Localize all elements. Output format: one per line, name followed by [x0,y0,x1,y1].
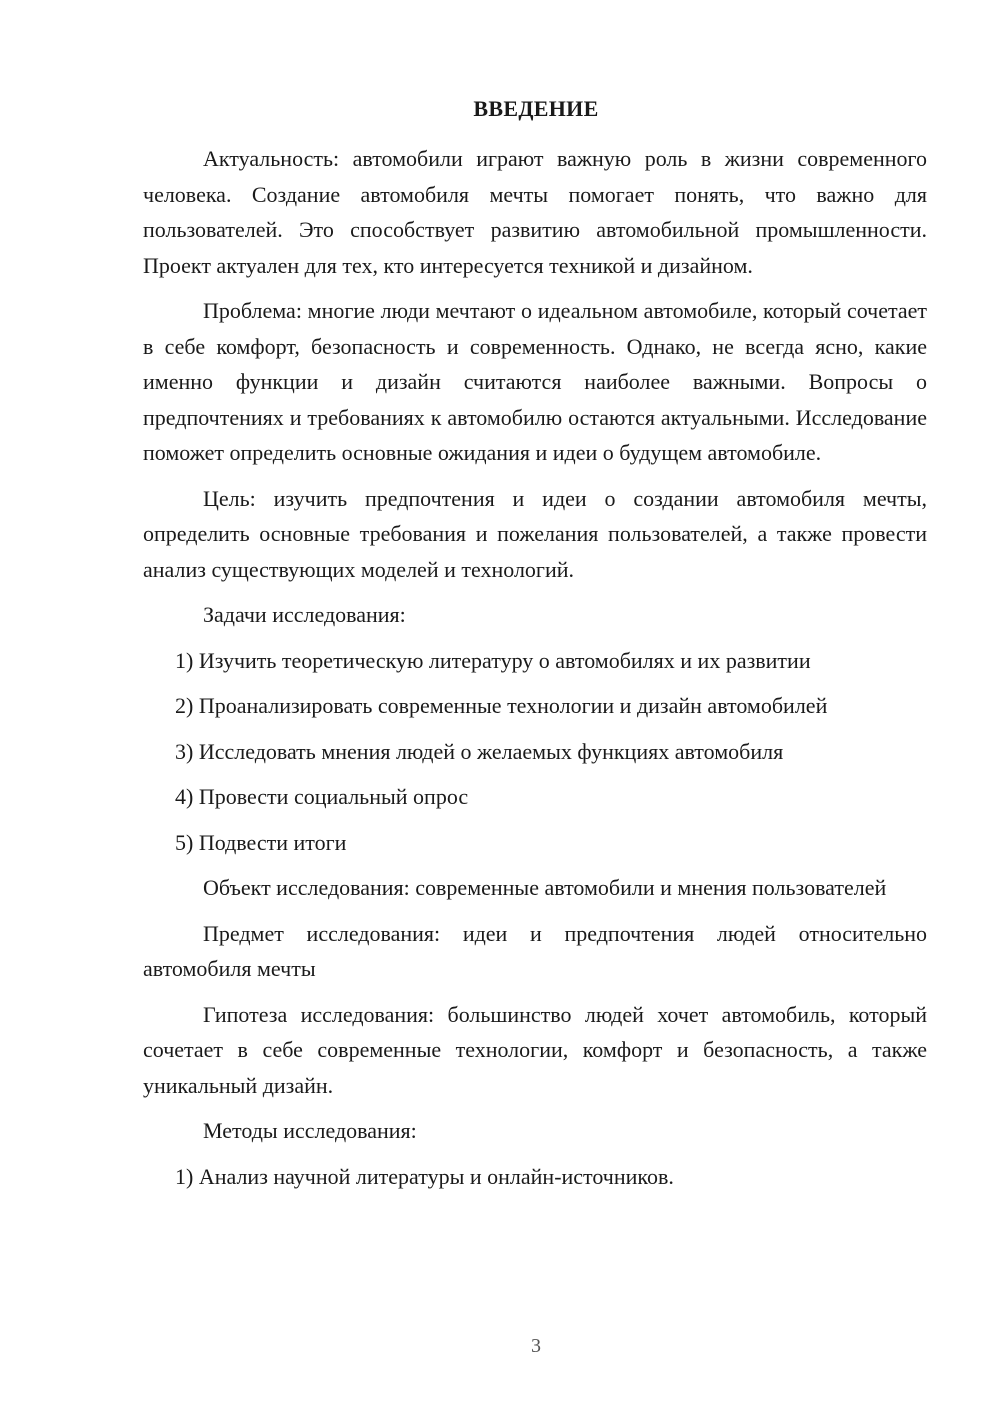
paragraph-problem: Проблема: многие люди мечтают о идеальном автомобиле, который сочетает в себе комфорт, безопасность и современность. Однако, не всегда ясно, какие именно функции и дизайн считаются наиболее важными. Вопросы о предпочтениях и требованиях к автомобилю остаются актуальными. Исследование поможет определить основные ожидания и идеи о будущем автомобиле. [143,298,927,465]
paragraph-goal: Цель: изучить предпочтения и идеи о создании автомобиля мечты, определить основные требования и пожелания пользователей, а также провести анализ существующих моделей и технологий. [143,485,927,582]
tasks-list [143,643,927,861]
task-item: 3) Исследовать мнения людей о желаемых функциях автомобиля [175,738,784,764]
paragraph-hypothesis: Гипотеза исследования: большинство людей хочет автомобиль, который сочетает в себе современные технологии, комфорт и безопасность, а также уникальный дизайн. [143,1001,927,1098]
paragraph-relevance: Актуальность: автомобили играют важную роль в жизни современного человека. Создание автомобиля мечты помогает понять, что важно для пользователей. Это способствует развитию автомобильной промышленности. Проект актуален для тех, кто интересуется техникой и дизайном. [143,146,927,278]
paragraph-object: Объект исследования: современные автомобили и мнения пользователей [203,875,887,900]
section-title: ВВЕДЕНИЕ [473,96,599,121]
task-item: 4) Провести социальный опрос [175,784,469,809]
methods-list [143,1159,927,1195]
document-body [143,141,927,1204]
methods-heading: Методы исследования: [203,1118,417,1143]
tasks-heading: Задачи исследования: [203,602,406,627]
task-item: 5) Подвести итоги [175,829,347,855]
task-item: 1) Изучить теоретическую литературу о автомобилях и их развитии [175,647,811,673]
task-item: 2) Проанализировать современные технологии и дизайн автомобилей [175,693,828,718]
paragraph-subject: Предмет исследования: идеи и предпочтения людей относительно автомобиля мечты [143,920,927,981]
method-item: 1) Анализ научной литературы и онлайн-источников. [175,1163,674,1189]
page-number: 3 [531,1335,541,1357]
